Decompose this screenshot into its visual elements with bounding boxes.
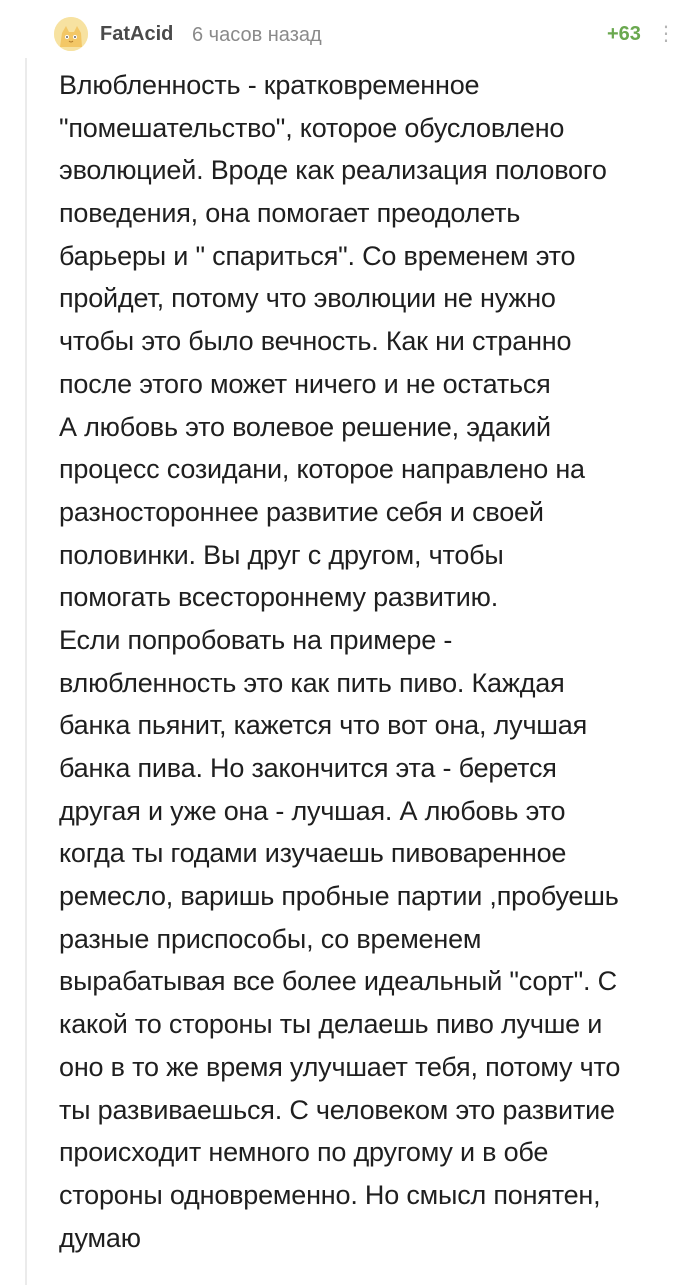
comment-text-line: ты развиваешься. С человеком это развитие [59,1094,615,1125]
comment-text-line: барьеры и " спариться". Со временем это [59,240,576,271]
comment-text-line: процесс созидани, которое направлено на [59,454,585,485]
comment-text-line: оно в то же время улучшает тебя, потому что [59,1051,621,1082]
comment-text-line: Если попробовать на примере - [59,624,453,655]
comment-text-line: стороны одновременно. Но смысл понятен, [59,1179,601,1210]
comment-text-line: чтобы это было вечность. Как ни странно [59,326,572,357]
comment-text [59,64,683,1259]
comment-header [54,17,684,53]
comment-text-line: поведения, она помогает преодолеть [59,198,521,229]
comment-text-line: помогать всестороннему развитию. [59,582,499,613]
comment-text-line: вырабатывая все более идеальный "сорт". С [59,966,617,997]
comment-text-line: банка пива. Но закончится эта - берется [59,753,557,783]
comment-text-line: ремесло, варишь пробные партии ,пробуешь [59,881,619,912]
cat-avatar-icon [54,17,88,51]
comment-text-line: когда ты годами изучаешь пивоваренное [59,838,567,869]
comment-text-line: после этого может ничего и не остаться [59,368,551,399]
comment-text-line: Влюбленность - кратковременное [59,70,480,100]
comment-text-line: разностороннее развитие себя и своей [59,496,544,527]
thread-line [25,58,27,1285]
comment-text-line: какой то стороны ты делаешь пиво лучше и [59,1009,603,1040]
comment-text-line: "помешательство", которое обусловлено [59,112,565,143]
comment-author[interactable]: FatAcid [100,23,174,45]
comment-text-line: думаю [59,1222,141,1253]
comment-text-line: А любовь это волевое решение, эдакий [59,411,551,442]
more-options-icon[interactable]: ⋮ [656,23,676,45]
avatar[interactable] [54,17,88,51]
comment-text-line: другая и уже она - лучшая. А любовь это [59,795,566,826]
comment-text-line: происходит немного по другому и в обе [59,1137,549,1168]
comment-text-line: пройдет, потому что эволюции не нужно [59,283,556,314]
comment-text-line: эволюцией. Вроде как реализация полового [59,155,607,186]
comment-text-line: банка пьянит, кажется что вот она, лучшая [59,710,588,741]
comment-time[interactable]: 6 часов назад [192,24,322,46]
comment-text-line: половинки. Вы друг с другом, чтобы [59,539,504,570]
comment-text-line: влюбленность это как пить пиво. Каждая [59,667,565,698]
comment-rating: +63 [607,23,641,45]
comment-text-line: разные приспособы, со временем [59,923,482,954]
